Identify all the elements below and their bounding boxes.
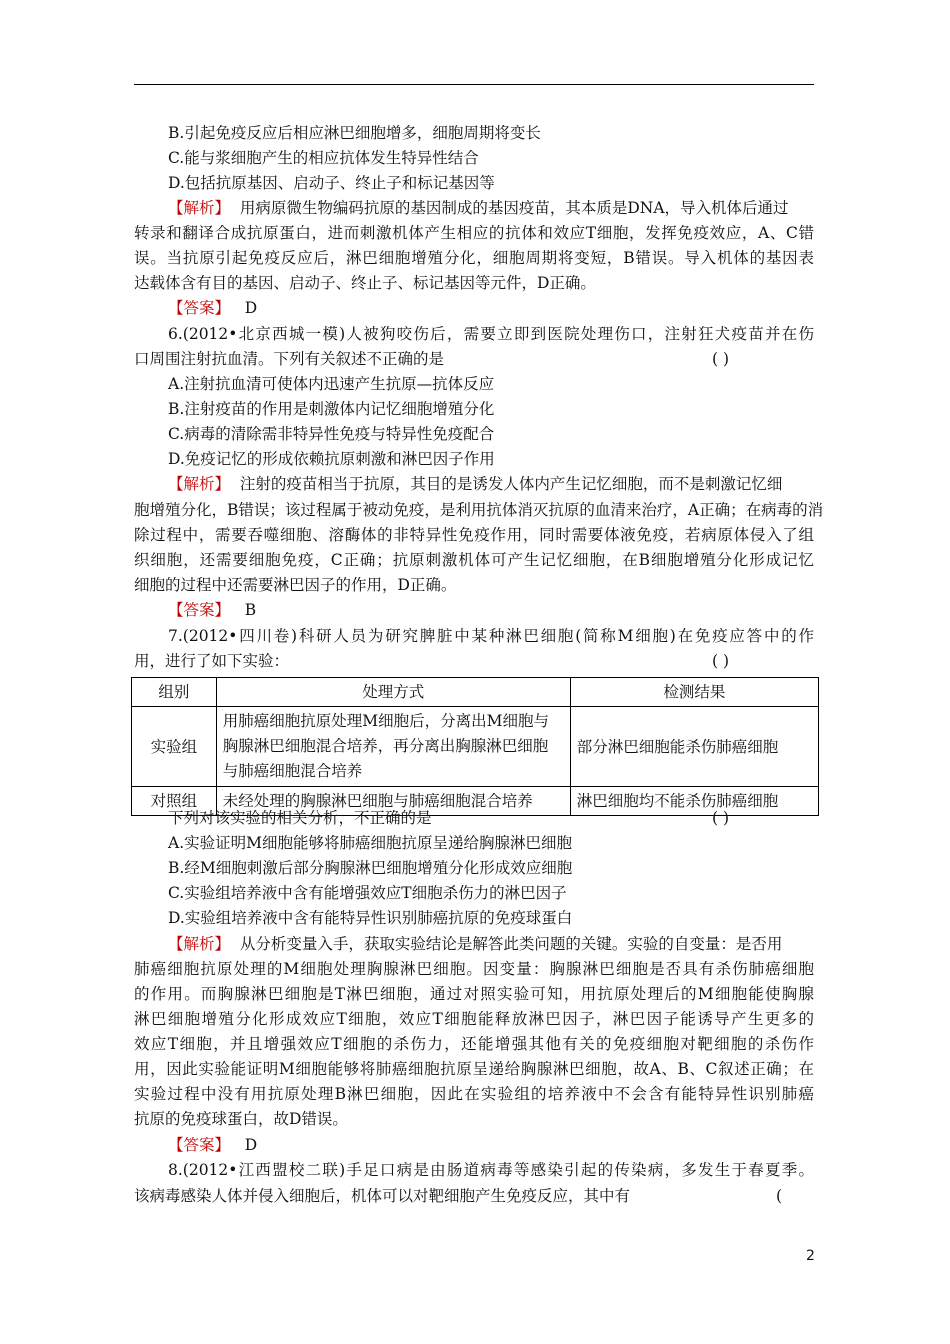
q6-stem-line-2: 口周围注射抗血清。下列有关叙述不正确的是 [134,350,445,368]
q7-analysis-line-6: 用，因此实验能证明M细胞能够将肺癌细胞抗原呈递给胸腺淋巴细胞，故A、B、C叙述正确；在 [134,1060,814,1078]
q6-stem-line-1: 6.(2012•北京西城一模)人被狗咬伤后，需要立即到医院处理伤口，注射狂犬疫苗并在伤 [168,325,814,343]
answer-value: D [244,299,258,317]
q7-analysis-line-1 [168,934,782,954]
experiment-table [131,677,819,816]
q7-answer [168,1135,257,1155]
answer-value: B [244,601,257,619]
table-row [132,707,819,787]
q5-analysis-line-2: 转录和翻译合成抗原蛋白，进而刺激机体产生相应的抗体和效应T细胞，发挥免疫效应，A、C错 [134,224,814,242]
table-cell: 淋巴细胞均不能杀伤肺癌细胞 [570,787,818,816]
answer-value: D [244,1136,258,1154]
answer-tag: 【答案】 [168,1136,231,1154]
q7-analysis-line-8: 抗原的免疫球蛋白，故D错误。 [134,1110,348,1128]
q5-analysis-line-4: 达载体含有目的基因、启动子、终止子、标记基因等元件，D正确。 [134,274,596,292]
q8-answer-paren: ( [776,1187,783,1205]
q7-option-a: A.实验证明M细胞能够将肺癌细胞抗原呈递给胸腺淋巴细胞 [168,834,572,852]
q6-analysis-line-1 [168,474,782,494]
q6-option-b: B.注射疫苗的作用是刺激体内记忆细胞增殖分化 [168,400,495,418]
q7-answer-paren: ( ) [712,652,730,670]
table-header-cell: 检测结果 [570,678,818,707]
analysis-tag: 【解析】 [168,475,231,493]
analysis-tag: 【解析】 [168,199,231,217]
table-cell: 未经处理的胸腺淋巴细胞与肺癌细胞混合培养 [216,787,570,816]
q7-option-c: C.实验组培养液中含有能增强效应T细胞杀伤力的淋巴因子 [168,884,567,902]
q6-option-a: A.注射抗血清可使体内迅速产生抗原—抗体反应 [168,375,495,393]
q7-stem-line-2: 用，进行了如下实验： [134,652,290,670]
q5-option-b: B.引起免疫反应后相应淋巴细胞增多，细胞周期将变长 [168,124,541,142]
q7-analysis-line-4: 淋巴细胞增殖分化形成效应T细胞，效应T细胞能释放淋巴因子，淋巴因子能诱导产生更多的 [134,1010,814,1028]
q8-stem-line-1: 8.(2012•江西盟校二联)手足口病是由肠道病毒等感染引起的传染病，多发生于春夏季。 [168,1161,814,1179]
table-header-cell: 处理方式 [216,678,570,707]
q7-question: 下列对该实验的相关分析，不正确的是 [168,809,432,827]
q7-analysis-line-5: 效应T细胞，并且增强效应T细胞的杀伤力，还能增强其他有关的免疫细胞对靶细胞的杀伤作 [134,1035,814,1053]
answer-tag: 【答案】 [168,601,231,619]
q8-stem-line-2: 该病毒感染人体并侵入细胞后，机体可以对靶细胞产生免疫反应，其中有 [134,1187,631,1205]
analysis-text: 用病原微生物编码抗原的基因制成的基因疫苗，其本质是DNA，导入机体后通过 [239,199,789,217]
q5-option-c: C.能与浆细胞产生的相应抗体发生特异性结合 [168,149,479,167]
q7-analysis-line-7: 实验过程中没有用抗原处理B淋巴细胞，因此在实验组的培养液中不会含有能特异性识别肺癌 [134,1085,814,1103]
q5-answer [168,298,257,318]
q6-analysis-line-5: 细胞的过程中还需要淋巴因子的作用，D正确。 [134,576,457,594]
analysis-tag: 【解析】 [168,935,231,953]
q6-option-d: D.免疫记忆的形成依赖抗原刺激和淋巴因子作用 [168,450,495,468]
q7-option-b: B.经M细胞刺激后部分胸腺淋巴细胞增殖分化形成效应细胞 [168,859,573,877]
q6-analysis-line-2: 胞增殖分化，B错误；该过程属于被动免疫，是利用抗体消灭抗原的血清来治疗，A正确；在病毒的消 [134,501,824,519]
q6-analysis-line-3: 除过程中，需要吞噬细胞、溶酶体的非特异性免疫作用，同时需要体液免疫，若病原体侵入了组 [134,526,814,544]
table-cell: 部分淋巴细胞能杀伤肺癌细胞 [570,707,818,787]
answer-tag: 【答案】 [168,299,231,317]
q7-option-d: D.实验组培养液中含有能特异性识别肺癌抗原的免疫球蛋白 [168,909,573,927]
table-cell: 对照组 [132,787,217,816]
table-cell: 用肺癌细胞抗原处理M细胞后，分离出M细胞与胸腺淋巴细胞混合培养，再分离出胸腺淋巴细胞与肺癌细胞混合培养 [216,707,570,787]
table-header-cell: 组别 [132,678,217,707]
q6-analysis-line-4: 织细胞，还需要细胞免疫，C正确；抗原刺激机体可产生记忆细胞，在B细胞增殖分化形成记忆 [134,551,814,569]
q7-analysis-line-3: 的作用。而胸腺淋巴细胞是T淋巴细胞，通过对照实验可知，用抗原处理后的M细胞能使胸腺 [134,985,814,1003]
table-header-row [132,678,819,707]
q5-option-d: D.包括抗原基因、启动子、终止子和标记基因等 [168,174,495,192]
q6-option-c: C.病毒的清除需非特异性免疫与特异性免疫配合 [168,425,495,443]
q7-answer-paren-2: ( ) [712,809,730,827]
page-number: 2 [806,1248,815,1264]
q6-answer [168,600,256,620]
q6-answer-paren: ( ) [712,350,730,368]
analysis-text: 注射的疫苗相当于抗原，其目的是诱发人体内产生记忆细胞，而不是刺激记忆细 [239,475,783,493]
header-rule [134,84,814,85]
q5-analysis-line-3: 误。当抗原引起免疫反应后，淋巴细胞增殖分化，细胞周期将变短，B错误。导入机体的基因表 [134,249,814,267]
q7-stem-line-1: 7.(2012•四川卷)科研人员为研究脾脏中某种淋巴细胞(简称M细胞)在免疫应答中的作 [168,627,814,645]
q5-analysis-line-1 [168,198,789,218]
analysis-text: 从分析变量入手，获取实验结论是解答此类问题的关键。实验的自变量：是否用 [239,935,783,953]
table-cell: 实验组 [132,707,217,787]
q7-analysis-line-2: 肺癌细胞抗原处理的M细胞处理胸腺淋巴细胞。因变量：胸腺淋巴细胞是否具有杀伤肺癌细胞 [134,960,814,978]
